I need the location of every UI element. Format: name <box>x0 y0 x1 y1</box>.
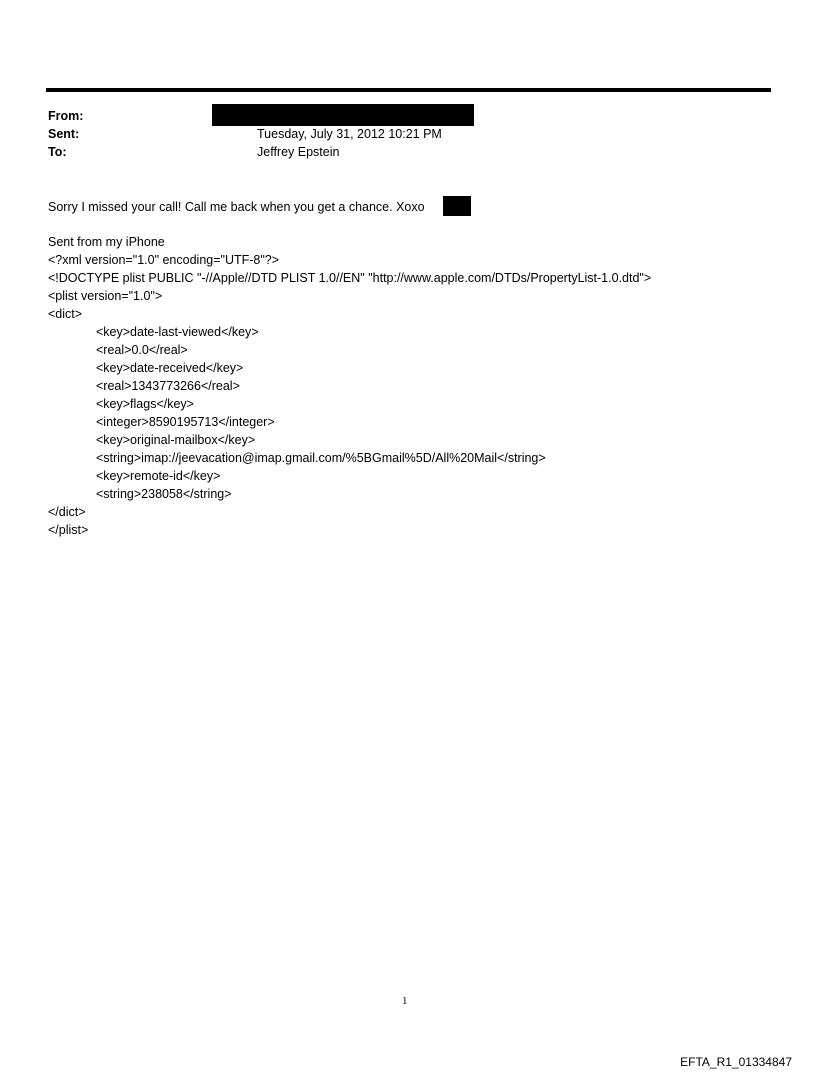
plist-line-key: <key>original-mailbox</key> <box>96 433 256 447</box>
plist-line-plist-close: </plist> <box>48 523 89 537</box>
sent-label: Sent: <box>48 127 80 141</box>
plist-line-key: <key>date-received</key> <box>96 361 244 375</box>
plist-line-plist-open: <plist version="1.0"> <box>48 289 163 303</box>
message-text: Sorry I missed your call! Call me back when you get a chance. Xoxo <box>48 200 425 214</box>
plist-line-dict-open: <dict> <box>48 307 83 321</box>
plist-line-dict-close: </dict> <box>48 505 86 519</box>
redacted-name <box>443 196 471 216</box>
to-label: To: <box>48 145 67 159</box>
to-value: Jeffrey Epstein <box>257 145 340 159</box>
sent-value: Tuesday, July 31, 2012 10:21 PM <box>257 127 442 141</box>
bates-number: EFTA_R1_01334847 <box>680 1055 792 1069</box>
plist-line-xml-decl: <?xml version="1.0" encoding="UTF-8"?> <box>48 253 280 267</box>
plist-line-key: <key>remote-id</key> <box>96 469 221 483</box>
plist-line-key: <key>date-last-viewed</key> <box>96 325 259 339</box>
plist-line-value: <integer>8590195713</integer> <box>96 415 275 429</box>
plist-line-value: <real>0.0</real> <box>96 343 188 357</box>
plist-line-value: <string>imap://jeevacation@imap.gmail.com/%5BGmail%5D/All%20Mail</string> <box>96 451 546 465</box>
plist-line-doctype: <!DOCTYPE plist PUBLIC "-//Apple//DTD PLIST 1.0//EN" "http://www.apple.com/DTDs/PropertyList-1.0.dtd"> <box>48 271 652 285</box>
plist-line-value: <real>1343773266</real> <box>96 379 240 393</box>
redacted-sender <box>212 104 474 126</box>
page-number: 1 <box>402 995 408 1007</box>
from-label: From: <box>48 109 84 123</box>
header-divider <box>46 88 771 92</box>
message-line <box>48 198 425 216</box>
plist-line-key: <key>flags</key> <box>96 397 194 411</box>
plist-line-value: <string>238058</string> <box>96 487 232 501</box>
signature-line: Sent from my iPhone <box>48 235 165 249</box>
